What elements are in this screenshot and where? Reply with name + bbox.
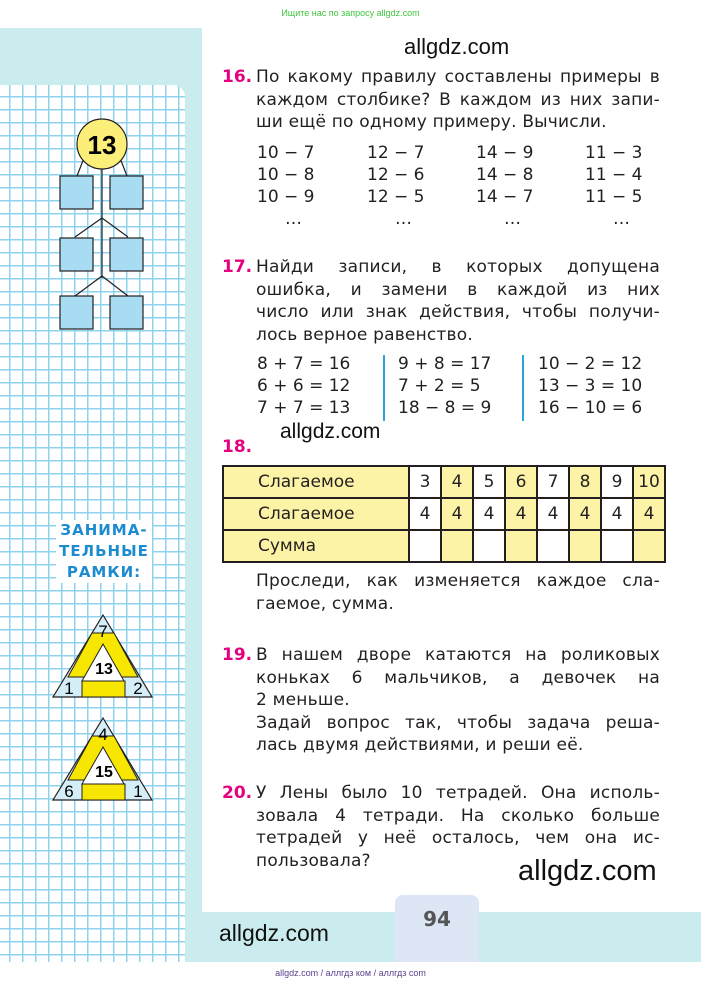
- text-line: ошибка, и замени в каждой из них: [256, 279, 660, 300]
- column-separator: [522, 355, 524, 421]
- example: 10 − 7: [257, 143, 315, 163]
- equation: 7 + 2 = 5: [398, 376, 481, 396]
- triangle-1: [53, 615, 152, 698]
- example: …: [504, 209, 521, 229]
- svg-text:7: 7: [98, 622, 108, 641]
- svg-text:15: 15: [95, 764, 113, 781]
- svg-text:6: 6: [64, 782, 74, 801]
- equation: 16 − 10 = 6: [538, 398, 643, 418]
- equation: 13 − 3 = 10: [538, 376, 643, 396]
- exercise-18-text: [256, 570, 660, 615]
- watermark: allgdz.com: [404, 34, 510, 59]
- table-cell[interactable]: [441, 530, 473, 562]
- example: 12 − 5: [367, 187, 425, 207]
- svg-text:13: 13: [95, 661, 113, 678]
- text-line: тетрадей у неё осталось, чем она ис-: [256, 828, 660, 848]
- text-line: число или знак действия, чтобы получи-: [256, 302, 660, 322]
- table-cell: 3: [409, 466, 441, 498]
- exercise-19-text: [256, 644, 660, 757]
- bottom-note: allgdz.com / аллгдз ком / аллгдз com: [275, 968, 426, 978]
- example: 11 − 5: [585, 187, 643, 207]
- exercise-17-text: [256, 256, 660, 346]
- equation: 8 + 7 = 16: [257, 354, 351, 374]
- table-cell: 7: [537, 466, 569, 498]
- text-line: гаемое, сумма.: [256, 593, 394, 614]
- table-cell: 4: [633, 498, 665, 530]
- exercise-number: 17.: [222, 257, 253, 277]
- table-cell[interactable]: [409, 530, 441, 562]
- svg-text:1: 1: [64, 679, 74, 698]
- text-line: Найди записи, в которых допущена: [256, 257, 660, 277]
- text-line: По какому правилу составлены примеры в: [256, 67, 660, 87]
- table-cell: 4: [409, 498, 441, 530]
- page-number: 94: [395, 895, 479, 962]
- example: 11 − 3: [585, 143, 643, 163]
- table-cell: 4: [441, 498, 473, 530]
- table-cell[interactable]: [569, 530, 601, 562]
- text-line: лась двумя действиями, и реши её.: [256, 735, 584, 755]
- exercise-16-text: [256, 66, 660, 134]
- example: …: [285, 209, 302, 229]
- exercise-number: 20.: [222, 783, 253, 803]
- table-cell: 4: [473, 498, 505, 530]
- text-line: коньках 6 мальчиков, а девочек на: [256, 667, 660, 688]
- example: …: [395, 209, 412, 229]
- table-cell: 8: [569, 466, 601, 498]
- example: 10 − 8: [257, 165, 315, 185]
- table-cell: 4: [505, 498, 537, 530]
- watermark: allgdz.com: [219, 920, 329, 946]
- table-cell: 9: [601, 466, 633, 498]
- equation: 18 − 8 = 9: [398, 398, 492, 418]
- equation: 9 + 8 = 17: [398, 354, 492, 374]
- tree-root-value: 13: [87, 130, 117, 160]
- example: 14 − 7: [476, 187, 534, 207]
- svg-text:1: 1: [133, 782, 143, 801]
- example: 14 − 8: [476, 165, 534, 185]
- table-cell: 5: [473, 466, 505, 498]
- text-line: У Лены было 10 тетрадей. Она исполь-: [256, 783, 660, 803]
- svg-text:4: 4: [98, 725, 108, 744]
- equation: 10 − 2 = 12: [538, 354, 643, 374]
- text-line: 2 меньше.: [256, 690, 350, 710]
- table-row: [223, 530, 665, 562]
- table-cell[interactable]: [505, 530, 537, 562]
- example: 12 − 7: [367, 143, 425, 163]
- text-line: каждом столбике? В каждом из них запи-: [256, 89, 660, 110]
- table-row: [223, 498, 665, 530]
- equation: 6 + 6 = 12: [257, 376, 351, 396]
- table-cell[interactable]: [473, 530, 505, 562]
- watermark: allgdz.com: [280, 420, 381, 443]
- table-cell[interactable]: [537, 530, 569, 562]
- table-cell: 4: [441, 466, 473, 498]
- example: 11 − 4: [585, 165, 643, 185]
- column-separator: [383, 355, 385, 421]
- fun-frames-title: [56, 520, 152, 583]
- text-line: зовала 4 тетради. На сколько больше: [256, 805, 660, 826]
- exercise-number: 16.: [222, 67, 253, 87]
- watermark: allgdz.com: [518, 855, 657, 887]
- text-line: Проследи, как изменяется каждое сла-: [256, 571, 660, 591]
- example: 10 − 9: [257, 187, 315, 207]
- text-line: пользовала?: [256, 850, 371, 871]
- title-line: ТЕЛЬНЫЕ: [59, 542, 149, 560]
- table-cell: 4: [537, 498, 569, 530]
- number-tree-diagram: [40, 100, 180, 350]
- table-cell: 4: [601, 498, 633, 530]
- title-line: ЗАНИМА-: [60, 521, 148, 539]
- table-cell[interactable]: [633, 530, 665, 562]
- equation: 7 + 7 = 13: [257, 398, 351, 418]
- top-note: Ищите нас по запросу allgdz.com: [281, 8, 420, 18]
- example: …: [613, 209, 630, 229]
- row-label: Слагаемое: [223, 498, 409, 530]
- exercise-number: 18.: [222, 437, 253, 457]
- text-line: Задай вопрос так, чтобы задача реша-: [256, 712, 660, 733]
- row-label: Слагаемое: [223, 466, 409, 498]
- text-line: лось верное равенство.: [256, 324, 473, 345]
- text-line: В нашем дворе катаются на роликовых: [256, 645, 660, 665]
- exercise-number: 19.: [222, 645, 253, 665]
- table-row: [223, 466, 665, 498]
- title-line: РАМКИ:: [66, 563, 142, 581]
- row-label: Сумма: [223, 530, 409, 562]
- table-cell[interactable]: [601, 530, 633, 562]
- text-line: ши ещё по одному примеру. Вычисли.: [256, 112, 607, 132]
- triangle-puzzles: [50, 610, 160, 810]
- table-cell: 10: [633, 466, 665, 498]
- triangle-2: [53, 718, 152, 801]
- svg-text:2: 2: [133, 679, 143, 698]
- table-cell: 6: [505, 466, 537, 498]
- example: 12 − 6: [367, 165, 425, 185]
- table-cell: 4: [569, 498, 601, 530]
- addends-table: [222, 465, 666, 563]
- example: 14 − 9: [476, 143, 534, 163]
